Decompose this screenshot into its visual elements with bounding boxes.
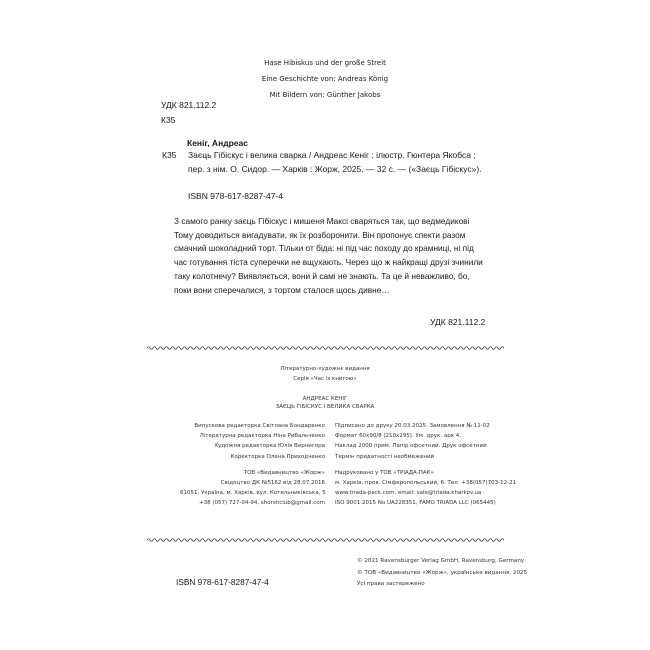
printer-line: м. Харків, пров. Сімферопольський, 6. Тел. +38(057)703-12-21	[335, 480, 517, 486]
annotation-line: таку колотнечу? Виявляється, вони й самі не знають. Та це й неважливо, бо,	[174, 270, 470, 281]
publisher-line: ТОВ «Видавництво «Жорж»	[243, 470, 325, 476]
imprint-author: АНДРЕАС КЕНІГ	[302, 396, 348, 402]
bibliographic-author: Кеніг, Андреас	[187, 138, 248, 148]
spec-line: Термін придатності необмежений	[335, 453, 435, 460]
annotation-line: З самого ранку заєць Гібіскус і мишеня Максі сваряться так, що ведмедикові	[174, 216, 470, 226]
publisher-line: Свідоцтво ДК №5162 від 28.07.2016	[220, 480, 325, 486]
staff-line: Літературна редакторка Ніна Рибальченко	[199, 433, 325, 440]
publisher-line: +38 (057) 727-04-94, shorshclub@gmail.com	[199, 500, 325, 506]
spec-line: Підписано до друку 20.03.2025. Замовлення № 11-02	[335, 423, 490, 429]
staff-line: Коректорка Олена Приходченко	[230, 453, 325, 460]
staff-line: Художня редакторка Юлія Вернигора	[214, 443, 325, 450]
wavy-divider	[147, 345, 504, 351]
udk-code-right: УДК 821.112.2	[430, 317, 486, 327]
udk-code: УДК 821.112.2	[161, 100, 217, 110]
imprint-title: ЗАЄЦЬ ГІБІСКУС І ВЕЛИКА СВАРКА	[275, 404, 375, 410]
staff-line: Випускова редакторка Світлана Бондаренко	[194, 423, 325, 429]
annotation-line: поки вони сперечалися, з тортом сталося щось дивне…	[174, 284, 390, 295]
printer-info	[335, 468, 516, 508]
isbn-bottom: ISBN 978-617-8287-47-4	[176, 577, 269, 587]
spec-line: Формат 60х90/8 (210х295). Ум. друк. арк 4.	[335, 433, 461, 440]
edition-type: Літературно-художнє видання	[280, 366, 370, 372]
printer-line: Надруковано у ТОВ «ТРІАДА-ПАК»	[335, 470, 434, 476]
bibliographic-description-line: Заєць Гібіскус і велика сварка / Андреас Кеніг ; ілюстр. Гюнтера Якобса ;	[188, 150, 476, 160]
bibliographic-k-code: К35	[162, 150, 177, 160]
publisher-info	[180, 468, 325, 508]
bibliographic-isbn: ISBN 978-617-8287-47-4	[188, 191, 283, 201]
original-title-line: Hase Hibiskus und der große Streit	[264, 59, 386, 67]
editorial-staff	[180, 421, 325, 462]
annotation-line: Тому доводиться вигадувати, як їх розборонити. Він пропонує спекти разом	[174, 229, 466, 240]
printer-line: ISO 9001:2015 No UA228351, FAMO TRIADA LLC (065445)	[335, 500, 496, 506]
copyright-line: © ТОВ «Видавництво «Жорж», українське видання, 2025	[357, 569, 528, 576]
original-author-line: Eine Geschichte von: Andreas König	[261, 75, 389, 83]
annotation-line: час готування тіста суперечки не вщухають. Через що ж найкращі друзі зчинили	[174, 257, 483, 268]
copyright-block	[357, 556, 527, 591]
author-sign-code: К35	[161, 115, 176, 125]
print-specs	[335, 421, 490, 462]
original-illustrator-line: Mit Bildern von: Günther Jakobs	[269, 91, 381, 99]
series-name: Серія «Час із книгою»	[293, 376, 357, 382]
spec-line: Наклад 2000 прим. Папір офсетний. Друк офсетний	[335, 443, 487, 450]
copyright-line: Усі права застережено	[357, 581, 425, 588]
annotation-paragraph	[174, 215, 504, 297]
annotation-line: смачний шоколадний торт. Тільки от біда: ні під час походу до крамниці, ні під	[174, 243, 474, 254]
wavy-divider	[147, 537, 504, 543]
publisher-line: 61051, Україна, м. Харків, вул. Котельниківська, 5	[180, 490, 326, 496]
printer-line: www.triada-pack.com, email: sale@triada.kharkov.ua	[335, 490, 482, 496]
bibliographic-description-line: пер. з нім. О. Сидор. — Харків : Жорж, 2025. — 32 с. — («Заєць Гібіскус»).	[188, 164, 482, 174]
copyright-line: © 2021 Ravensburger Verlag GmbH, Ravensburg, Germany	[357, 558, 525, 564]
